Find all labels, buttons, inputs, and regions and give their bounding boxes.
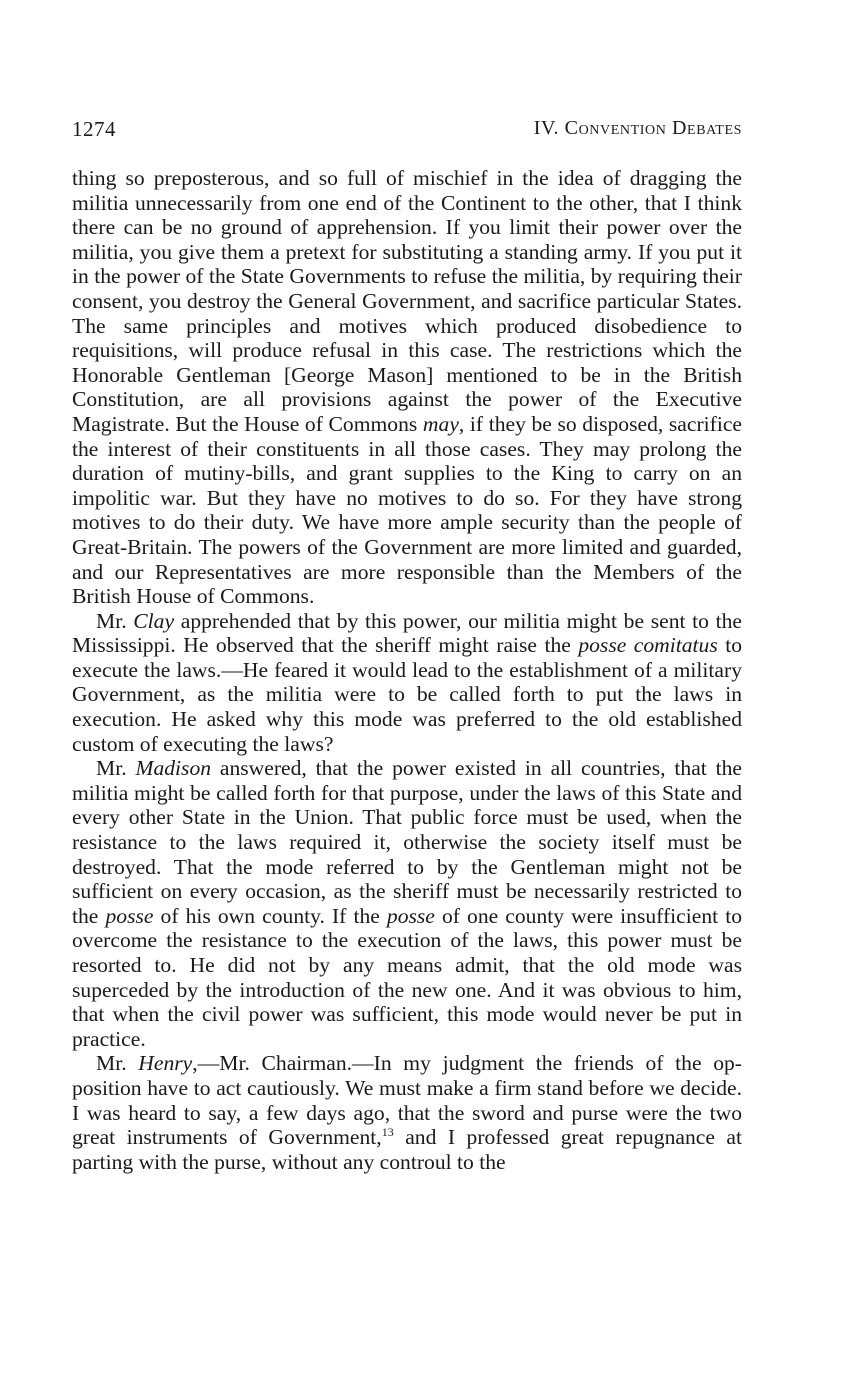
paragraph-henry: [72, 1051, 742, 1174]
text-run: of one county were insufficient to overcome the resistance to the execution of the laws, this power must be resorted to. He did not by any means admit, that the old mode was superceded by the introduction of the new one. And it was obvious to him, that when the civil power was sufficient, this mode would never be put in practice.: [72, 903, 743, 1051]
paragraph-clay: [72, 609, 742, 757]
footnote-reference[interactable]: 13: [381, 1124, 394, 1139]
page-number: 1274: [72, 117, 116, 141]
text-run: to execute the laws.—He feared it would lead to the establishment of a military Government, as the militia were to be called forth to put the laws in execution. He asked why this mode was preferred to the old established custom of executing the laws?: [72, 633, 743, 756]
text-run: Mr.: [96, 1051, 139, 1076]
emphasis-posse: posse: [105, 903, 154, 928]
text-run: Mr.: [96, 608, 134, 633]
text-run: ,—Mr. Chairman.—In my judgment the friends of the opposition have to act cautiously. We must make a firm stand before we decide. I was heard to say, a few days ago, that the sword and purse were the two great instruments of Government,: [72, 1051, 742, 1150]
body-text: [72, 166, 742, 1174]
text-run: Mr.: [96, 756, 136, 781]
emphasis-posse-comitatus: posse comitatus: [578, 633, 718, 658]
emphasis-may: may: [422, 411, 459, 436]
text-run: thing so preposterous, and so full of mischief in the idea of dragging the militia unnecessarily from one end of the Continent to the other, that I think there can be no ground of apprehension. If you limit their power over the militia, you give them a pretext for substituting a standing army. If you put it in the power of the State Governments to refuse the militia, by requiring their consent, you destroy the General Government, and sacrifice particular States. The same principles and motives which produced disobedience to requisitions, will produce refusal in this case. The restrictions which the Honorable Gentleman [George Mason] mentioned to be in the British Constitution, are all provisions against the power of the Executive Magistrate. But the House of Commons: [72, 166, 742, 436]
running-head: IV. Convention Debates: [533, 117, 742, 139]
speaker-madison: Madison: [135, 756, 212, 781]
text-run: apprehended that by this power, our militia might be sent to the Mississippi. He observed that the sheriff might raise the: [72, 608, 743, 658]
text-run: of his own county. If the: [153, 903, 387, 928]
paragraph-mason-reply: [72, 166, 742, 609]
text-run: and I professed great repugnance at parting with the purse, without any controul to the: [72, 1125, 742, 1174]
page-header: [72, 117, 742, 147]
speaker-clay: Clay: [133, 608, 175, 633]
paragraph-madison: [72, 756, 742, 1051]
emphasis-posse: posse: [386, 903, 435, 928]
speaker-henry: Henry: [138, 1051, 193, 1076]
text-run: answered, that the power existed in all countries, that the militia might be called forth for that purpose, under the laws of this State and every other State in the Union. That public force must be used, when the resistance to the laws required it, otherwise the society itself must be destroyed. That the mode referred to by the Gentleman might not be sufficient on every occasion, as the sheriff must be necessarily restricted to the: [72, 756, 743, 928]
text-run: , if they be so disposed, sacrifice the interest of their constituents in all those cases. They may prolong the duration of mutiny-bills, and grant supplies to the King to carry on an impolitic war. But they have no motives to do so. For they have strong motives to do their duty. We have more ample security than the people of Great-Britain. The powers of the Government are more limited and guarded, and our Representatives are more responsible than the Members of the British House of Commons.: [72, 411, 742, 609]
